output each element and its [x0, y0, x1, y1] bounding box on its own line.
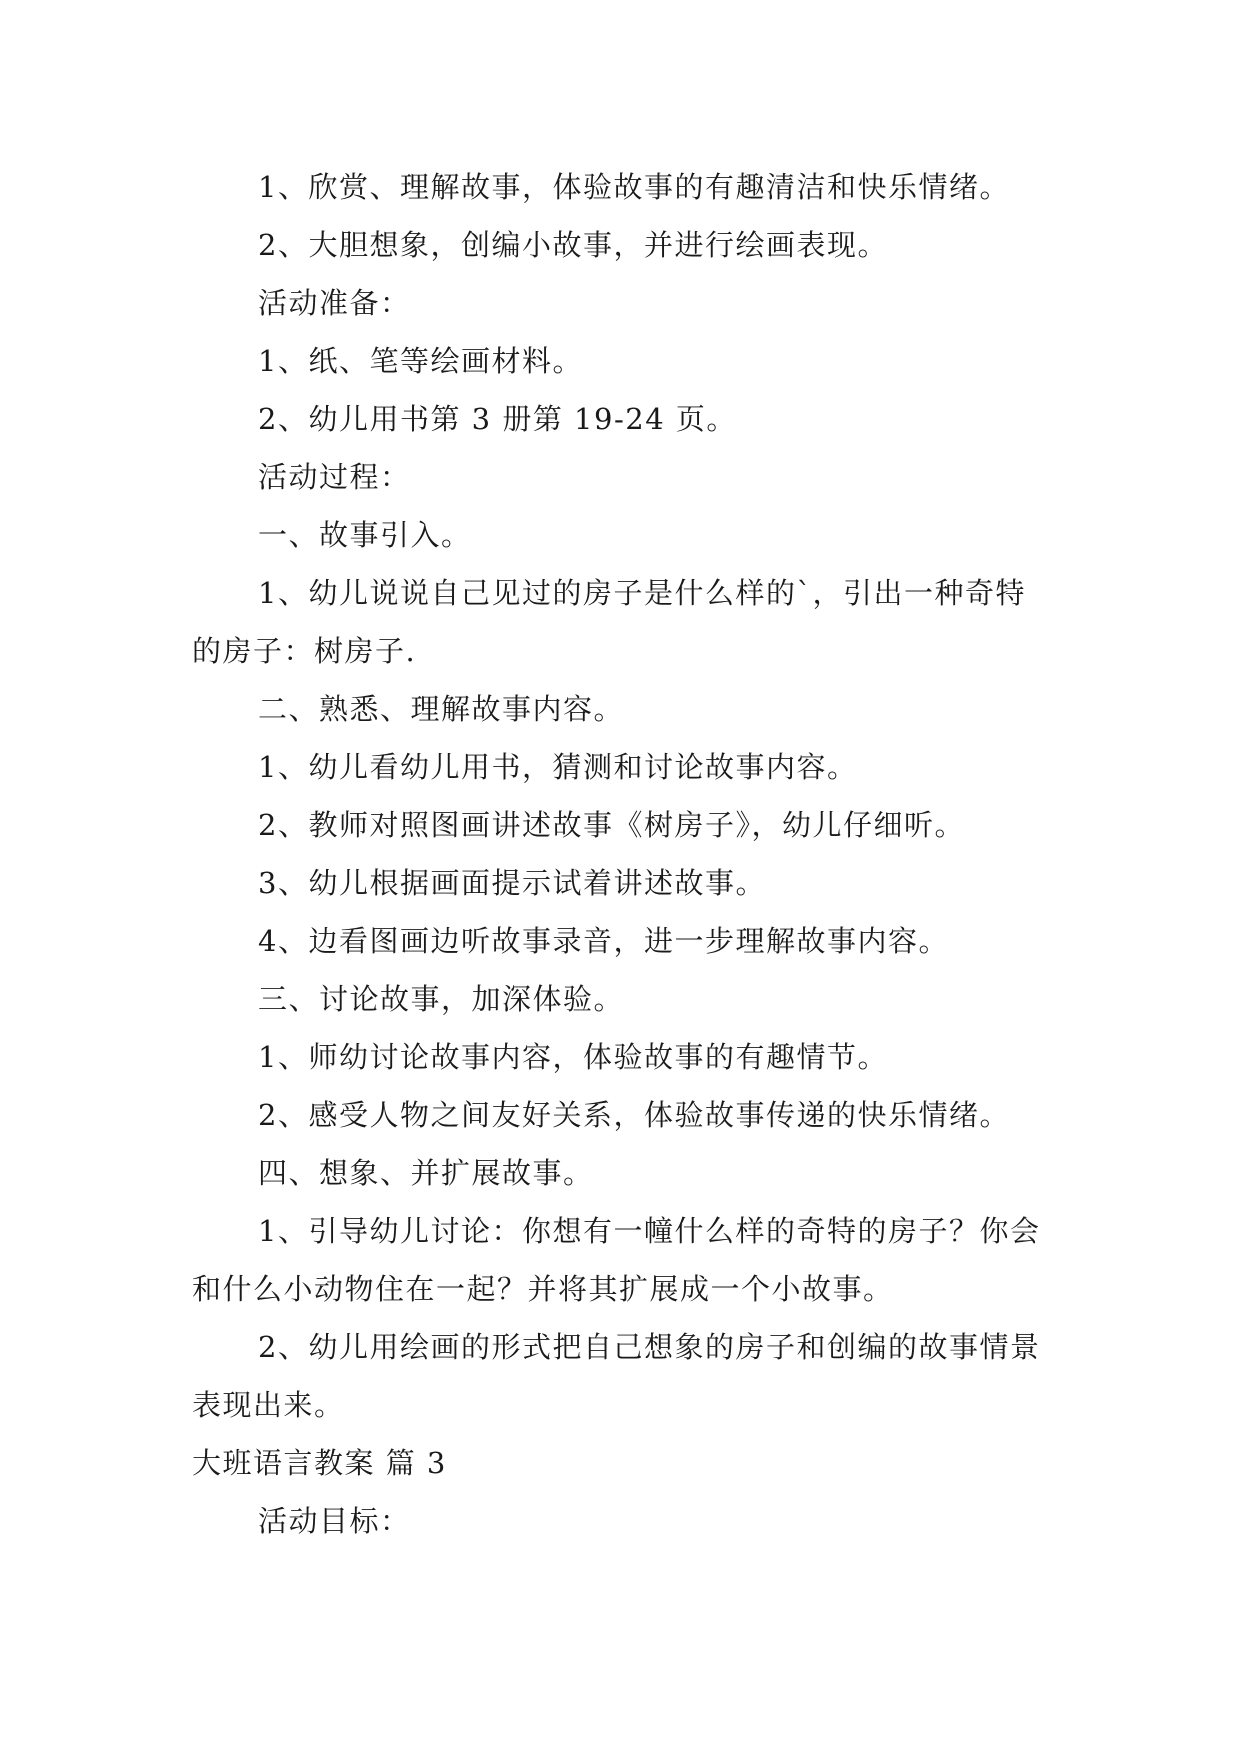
- paragraph: 1、纸、笔等绘画材料。: [258, 344, 583, 378]
- paragraph: 2、感受人物之间友好关系，体验故事传递的快乐情绪。: [258, 1098, 1010, 1132]
- paragraph: 3、幼儿根据画面提示试着讲述故事。: [258, 866, 766, 900]
- paragraph: 2、幼儿用绘画的形式把自己想象的房子和创编的故事情景表现出来。: [192, 1330, 1041, 1422]
- paragraph: 1、欣赏、理解故事，体验故事的有趣清洁和快乐情绪。: [258, 170, 1010, 204]
- paragraph: 2、大胆想象，创编小故事，并进行绘画表现。: [258, 228, 888, 262]
- section-heading: 大班语言教案 篇 3: [192, 1446, 447, 1480]
- paragraph: 2、幼儿用书第 3 册第 19-24 页。: [258, 402, 737, 436]
- document-body: [192, 158, 1052, 1550]
- paragraph: 1、引导幼儿讨论：你想有一幢什么样的奇特的房子？你会和什么小动物住在一起？并将其扩展成一个小故事。: [192, 1214, 1041, 1306]
- paragraph: 一、故事引入。: [258, 518, 472, 552]
- paragraph: 1、幼儿看幼儿用书，猜测和讨论故事内容。: [258, 750, 858, 784]
- paragraph: 活动准备：: [258, 286, 411, 320]
- paragraph: 三、讨论故事，加深体验。: [258, 982, 625, 1016]
- paragraph: 四、想象、并扩展故事。: [258, 1156, 594, 1190]
- paragraph: 活动目标：: [258, 1504, 411, 1538]
- paragraph: 4、边看图画边听故事录音，进一步理解故事内容。: [258, 924, 949, 958]
- paragraph: 活动过程：: [258, 460, 411, 494]
- paragraph: 1、师幼讨论故事内容，体验故事的有趣情节。: [258, 1040, 888, 1074]
- paragraph: 2、教师对照图画讲述故事《树房子》，幼儿仔细听。: [258, 808, 965, 842]
- paragraph: 二、熟悉、理解故事内容。: [258, 692, 625, 726]
- paragraph: 1、幼儿说说自己见过的房子是什么样的`，引出一种奇特的房子：树房子.: [192, 576, 1026, 668]
